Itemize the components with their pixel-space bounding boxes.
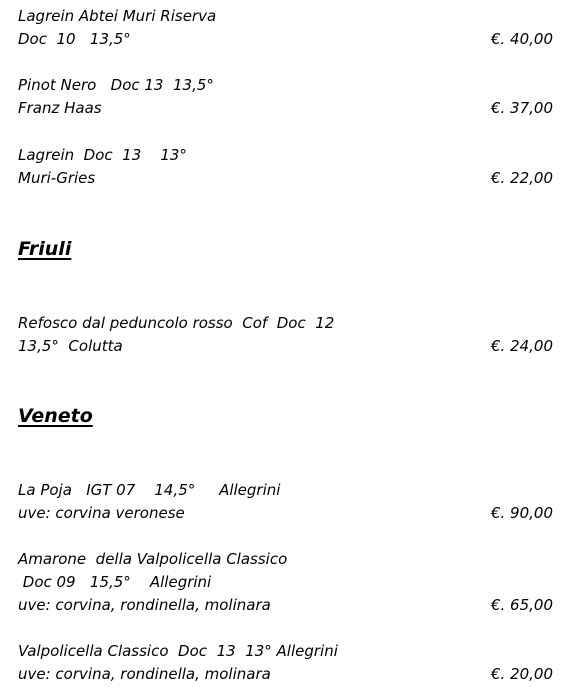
section-heading-veneto: Veneto — [18, 405, 93, 427]
wine-detail-line: Doc 09 15,5° Allegrini — [18, 573, 212, 591]
wine-name-line: Pinot Nero Doc 13 13,5° — [18, 76, 214, 94]
wine-price: €. 65,00 — [490, 596, 553, 614]
wine-name-line: Lagrein Abtei Muri Riserva — [18, 7, 217, 25]
wine-price: €. 90,00 — [490, 504, 553, 522]
wine-name-line: Lagrein Doc 13 13° — [18, 146, 187, 164]
wine-name-line: Refosco dal peduncolo rosso Cof Doc 12 — [18, 314, 335, 332]
wine-detail-line: 13,5° Colutta — [18, 337, 123, 355]
wine-price: €. 20,00 — [490, 665, 553, 683]
wine-price: €. 24,00 — [490, 337, 553, 355]
wine-price: €. 40,00 — [490, 30, 553, 48]
wine-price: €. 22,00 — [490, 169, 553, 187]
wine-name-line: Amarone della Valpolicella Classico — [18, 550, 288, 568]
section-heading-friuli: Friuli — [18, 238, 72, 260]
wine-detail-line: uve: corvina veronese — [18, 504, 185, 522]
wine-name-line: Valpolicella Classico Doc 13 13° Allegrini — [18, 642, 338, 660]
wine-detail-line: Doc 10 13,5° — [18, 30, 131, 48]
wine-name-line: La Poja IGT 07 14,5° Allegrini — [18, 481, 281, 499]
wine-grapes-line: uve: corvina, rondinella, molinara — [18, 665, 271, 683]
wine-detail-line: Muri-Gries — [18, 169, 96, 187]
wine-detail-line: Franz Haas — [18, 99, 102, 117]
wine-grapes-line: uve: corvina, rondinella, molinara — [18, 596, 271, 614]
wine-price: €. 37,00 — [490, 99, 553, 117]
